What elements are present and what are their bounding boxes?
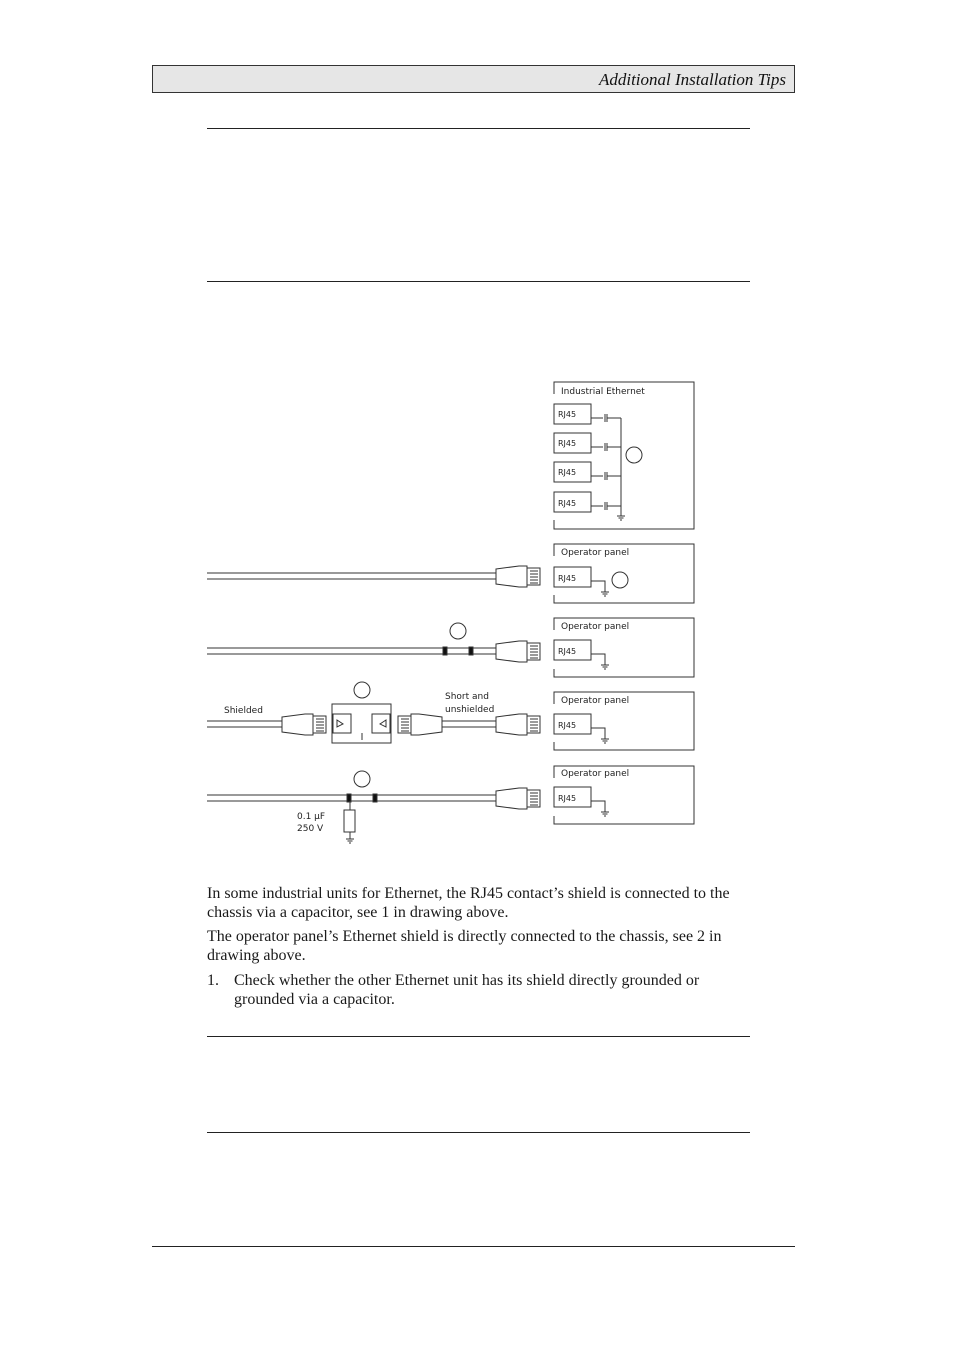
body-text — [207, 884, 752, 1009]
capacitor-icon — [344, 810, 355, 832]
operator-panel-rj45-4: RJ45 — [558, 794, 577, 803]
industrial-box-title: Industrial Ethernet — [561, 387, 645, 397]
section-rule-4 — [207, 1132, 750, 1133]
list-item — [207, 971, 752, 1009]
rj45-label-4: RJ45 — [558, 499, 577, 508]
marker-2-icon — [612, 572, 628, 588]
section-rule-3 — [207, 1036, 750, 1037]
operator-panel-title-3: Operator panel — [561, 696, 630, 706]
capacitor-value-label: 0.1 µF — [297, 812, 326, 822]
operator-panel-3 — [554, 692, 694, 750]
cable-4 — [207, 788, 540, 843]
operator-panel-2 — [554, 618, 694, 677]
marker-3-icon — [450, 623, 466, 639]
list-item-text: Check whether the other Ethernet unit has its shield directly grounded or grounded via a capacitor. — [234, 972, 700, 1008]
footer-rule — [152, 1246, 795, 1247]
operator-panel-title-2: Operator panel — [561, 622, 630, 632]
rj45-label-1: RJ45 — [558, 410, 577, 419]
marker-4-icon — [354, 682, 370, 698]
capacitor-voltage-label: 250 V — [297, 824, 324, 834]
marker-5-icon — [354, 771, 370, 787]
short-unshielded-label-2: unshielded — [445, 705, 495, 715]
operator-panel-rj45-3: RJ45 — [558, 721, 577, 730]
header-title: Additional Installation Tips — [598, 70, 786, 89]
rj45-label-2: RJ45 — [558, 439, 577, 448]
operator-panel-title-4: Operator panel — [561, 769, 630, 779]
paragraph-1: In some industrial units for Ethernet, the RJ45 contact’s shield is connected to the chassis via a capacitor, see 1 in drawing above. — [207, 885, 730, 921]
list-item-number: 1. — [207, 972, 219, 989]
shielded-label: Shielded — [224, 706, 263, 716]
operator-panel-1 — [554, 544, 694, 603]
operator-panel-title-1: Operator panel — [561, 548, 630, 558]
operator-panel-rj45-2: RJ45 — [558, 647, 577, 656]
capacitor-bus — [591, 414, 625, 520]
operator-panel-rj45-1: RJ45 — [558, 574, 577, 583]
cable-2 — [207, 641, 540, 662]
rj45-label-3: RJ45 — [558, 468, 577, 477]
paragraph-2: The operator panel’s Ethernet shield is directly connected to the chassis, see 2 in drawing above. — [207, 928, 722, 964]
marker-1-icon — [626, 447, 642, 463]
short-unshielded-label-1: Short and — [445, 692, 489, 702]
operator-panel-4 — [554, 766, 694, 824]
cable-1 — [207, 566, 540, 587]
